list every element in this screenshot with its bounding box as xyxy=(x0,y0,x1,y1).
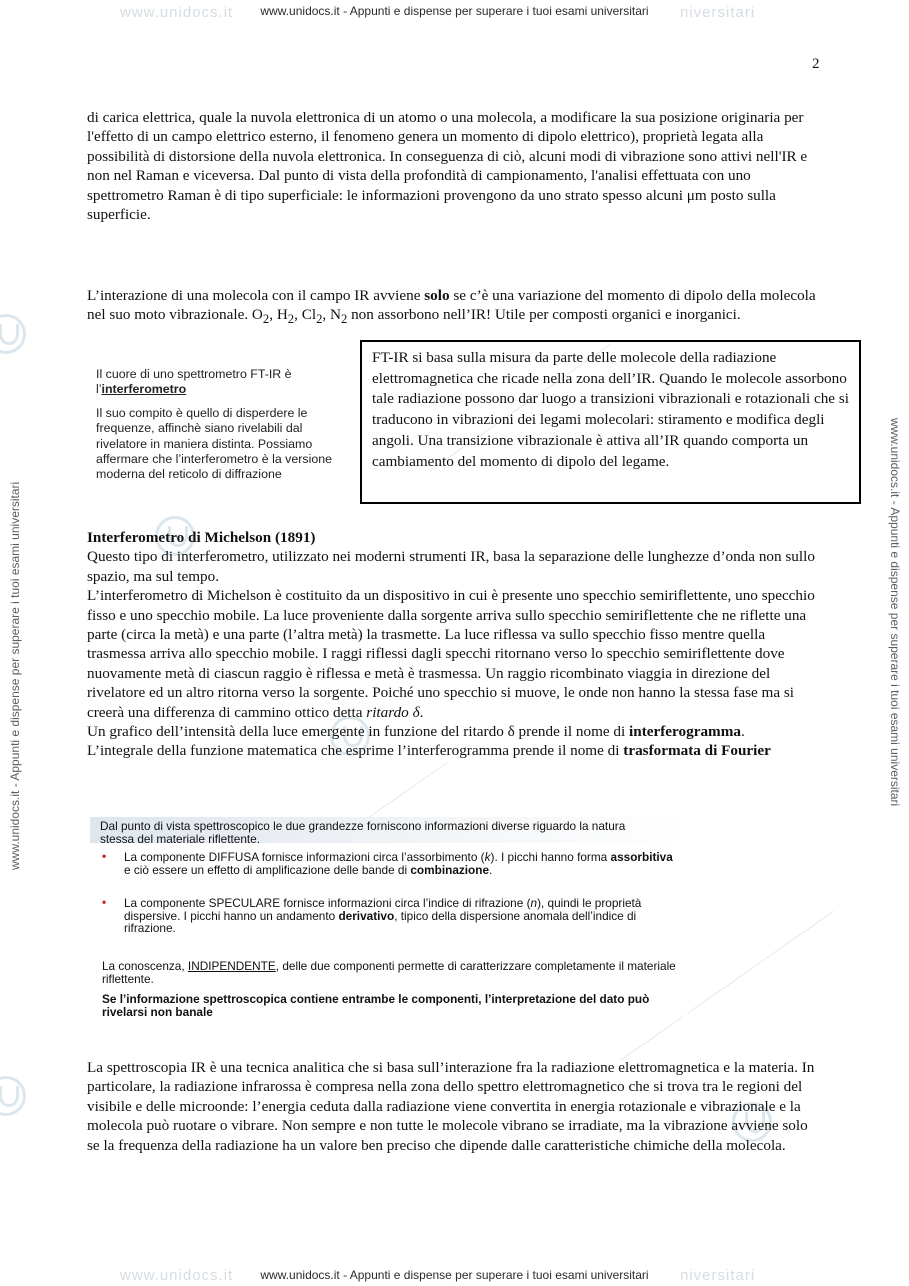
section-paragraph xyxy=(87,586,820,722)
header-watermark[interactable]: www.unidocs.it - Appunti e dispense per superare i tuoi esami universitari xyxy=(260,4,649,18)
text-run: , delle due componenti permette di caratterizzare completamente il materiale riflettente. xyxy=(102,959,676,986)
italic-term: ritardo δ xyxy=(366,703,420,721)
bold-term: interferogramma xyxy=(629,723,741,741)
bullet-text xyxy=(124,897,674,935)
text-run: , Cl xyxy=(294,306,317,324)
bold-term: derivativo xyxy=(338,908,395,923)
slide-conclusion: Se l’informazione spettroscopica contiene entrambe le componenti, l’interpretazione del dato può rivelarsi non banale xyxy=(102,992,650,1019)
text-run: . xyxy=(740,723,745,741)
text-run: Un grafico dell’intensità della luce emergente in funzione del ritardo δ prende il nome di xyxy=(87,723,630,741)
text-run: . xyxy=(489,862,493,877)
subscript: 2 xyxy=(316,312,323,327)
section-heading: Interferometro di Michelson (1891) xyxy=(87,529,316,546)
watermark-ghost-footer-right: niversitari xyxy=(680,1267,756,1284)
text-run: . xyxy=(419,703,424,721)
paragraph-ir-spectroscopy: La spettroscopia IR è una tecnica analitica che si basa sull’interazione fra la radiazione elettromagnetica e la materia. In particolare, la radiazione infrarossa è compresa nella zona dello spettro elettromagnetico che si trova tra le regioni del visibile e delle microonde: l’energia ceduta dalla radiazione viene convertita in energia rotazionale e vibrazionale e la molecola può ruotare o vibrare. Non sempre e non tutte le molecole vibrano se irradiate, ma la vibrazione avviene solo se la frequenza della radiazione ha un valore ben preciso che dipende dalle caratteristiche chimiche della molecola. xyxy=(87,1059,815,1154)
section-paragraph: Questo tipo di interferometro, utilizzato nei moderni strumenti IR, basa la separazione delle lunghezze d’onda non sullo spazio, ma sul tempo. xyxy=(87,548,815,585)
text-run: La conoscenza, xyxy=(102,959,188,973)
underlined-term: INDIPENDENTE xyxy=(187,959,276,973)
bullet-icon: • xyxy=(102,895,107,909)
watermark-ghost-header-right: niversitari xyxy=(680,4,756,21)
text-run: , N xyxy=(322,306,341,324)
watermark-logo-icon xyxy=(0,314,26,354)
section-paragraph xyxy=(87,722,820,741)
text-run: , tipico della dispersione anomala dell’indice di rifrazione. xyxy=(124,908,637,936)
text-run: La componente SPECULARE fornisce informazioni circa l’indice di rifrazione ( xyxy=(124,896,531,910)
slide-intro: Dal punto di vista spettroscopico le due grandezze forniscono informazioni diverse riguardo la natura stessa del materiale riflettente. xyxy=(100,819,626,846)
slide-heading xyxy=(96,367,336,398)
slide-body: Il suo compito è quello di disperdere le frequenze, affinchè siano rivelabili dal rivelatore in maniera distinta. Possiamo affermare che l’interferometro è la versione moderna del reticolo di diffrazione xyxy=(96,405,332,482)
watermark-ghost-footer: www.unidocs.it xyxy=(120,1267,234,1284)
bold-solo: solo xyxy=(424,287,450,304)
text-run: Il cuore di uno spettrometro FT-IR è l’ xyxy=(96,367,292,397)
subscript: 2 xyxy=(287,312,295,327)
text-run: L’interazione di una molecola con il campo IR avviene xyxy=(87,287,425,304)
bold-term: trasformata di Fourier xyxy=(623,742,771,760)
page-number: 2 xyxy=(812,56,820,72)
right-side-watermark: www.unidocs.it - Appunti e dispense per superare i tuoi esami universitari xyxy=(888,418,902,807)
watermark-logo-icon xyxy=(0,1076,26,1116)
italic-term: k xyxy=(484,850,491,864)
slide-excerpt-interferometro xyxy=(96,367,336,491)
bullet-icon: • xyxy=(102,849,107,863)
subscript: 2 xyxy=(340,312,348,327)
text-run: L’integrale della funzione matematica che esprime l’interferogramma prende il nome di xyxy=(87,742,624,760)
slide-highlight: interferometro xyxy=(101,382,187,397)
text-run: non assorbono nell’IR! Utile per composti organici e inorganici. xyxy=(347,306,741,324)
section-paragraph xyxy=(87,741,820,760)
text-run: L’interferometro di Michelson è costituito da un dispositivo in cui è presente uno specchio semiriflettente, uno specchio fisso e uno specchio mobile. La luce proveniente dalla sorgente arriva sullo specchio semiriflettente che ne riflette una parte (circa la metà) e una parte (l’altra metà) la trasmette. La luce riflessa va sullo specchio fisso mentre quella trasmessa arriva allo specchio mobile. I raggi riflessi dagli specchi ritornano verso lo specchio semiriflettente dove nuovamente metà di ciascun raggio è riflessa e metà è trasmessa. Un raggio ricombinato viaggia in direzione del rivelatore ed un altro ritorna verso la sorgente. Poiché uno specchio si muove, le onde non hanno la stessa fase ma si creerà una differenza di cammino ottico detta xyxy=(87,587,815,721)
bullet-text xyxy=(124,851,674,876)
subscript: 2 xyxy=(262,312,270,327)
slide-excerpt-diffusa-speculare xyxy=(90,817,687,1017)
text-run: ), quindi le proprietà dispersive. I picchi hanno un andamento xyxy=(124,896,642,923)
text-run: e ciò essere un effetto di amplificazione delle bande di xyxy=(124,862,411,877)
italic-term: n xyxy=(530,896,538,910)
text-run: La componente DIFFUSA fornisce informazioni circa l’assorbimento ( xyxy=(124,850,485,864)
ftir-boxed-note: FT-IR si basa sulla misura da parte delle molecole della radiazione elettromagnetica che ricade nella zona dell’IR. Quando le molecole assorbono tale radiazione possono dar luogo a transizioni vibrazionali e rotazionali che si traducono in vibrazioni dei legami molecolari: stiramento e modifica degli angoli. Una transizione vibrazionale è attiva all’IR quando comporta un cambiamento del momento di dipolo del legame. xyxy=(360,340,861,504)
michelson-section xyxy=(87,528,820,761)
paragraph-ir-interaction xyxy=(87,286,820,330)
paragraph-raman: di carica elettrica, quale la nuvola elettronica di un atomo o una molecola, a modificare la sua posizione originaria per l'effetto di un campo elettrico esterno, il fenomeno genera un momento di dipolo elettrico), proprietà legata alla possibilità di distorsione della nuvola elettronica. In conseguenza di ciò, alcuni modi di vibrazione sono attivi nell'IR e non nel Raman e viceversa. Dal punto di vista della profondità di campionamento, l'analisi effettuata con uno spettrometro Raman è di tipo superficiale: le informazioni provengono da uno strato spesso alcuni μm posto sulla superficie. xyxy=(87,109,808,224)
left-side-watermark: www.unidocs.it - Appunti e dispense per superare i tuoi esami universitari xyxy=(8,481,22,870)
footer-watermark[interactable]: www.unidocs.it - Appunti e dispense per superare i tuoi esami universitari xyxy=(260,1268,649,1282)
bold-term: assorbitiva xyxy=(610,850,673,864)
slide-independent-note xyxy=(102,960,682,985)
watermark-ghost-header: www.unidocs.it xyxy=(120,4,234,21)
text-run: ). I picchi hanno forma xyxy=(490,850,611,864)
bold-term: combinazione xyxy=(410,862,490,877)
text-run: se c’è una variazione del momento di dipolo della molecola nel suo moto vibrazionale. O xyxy=(87,287,816,324)
text-run: , H xyxy=(269,306,288,324)
